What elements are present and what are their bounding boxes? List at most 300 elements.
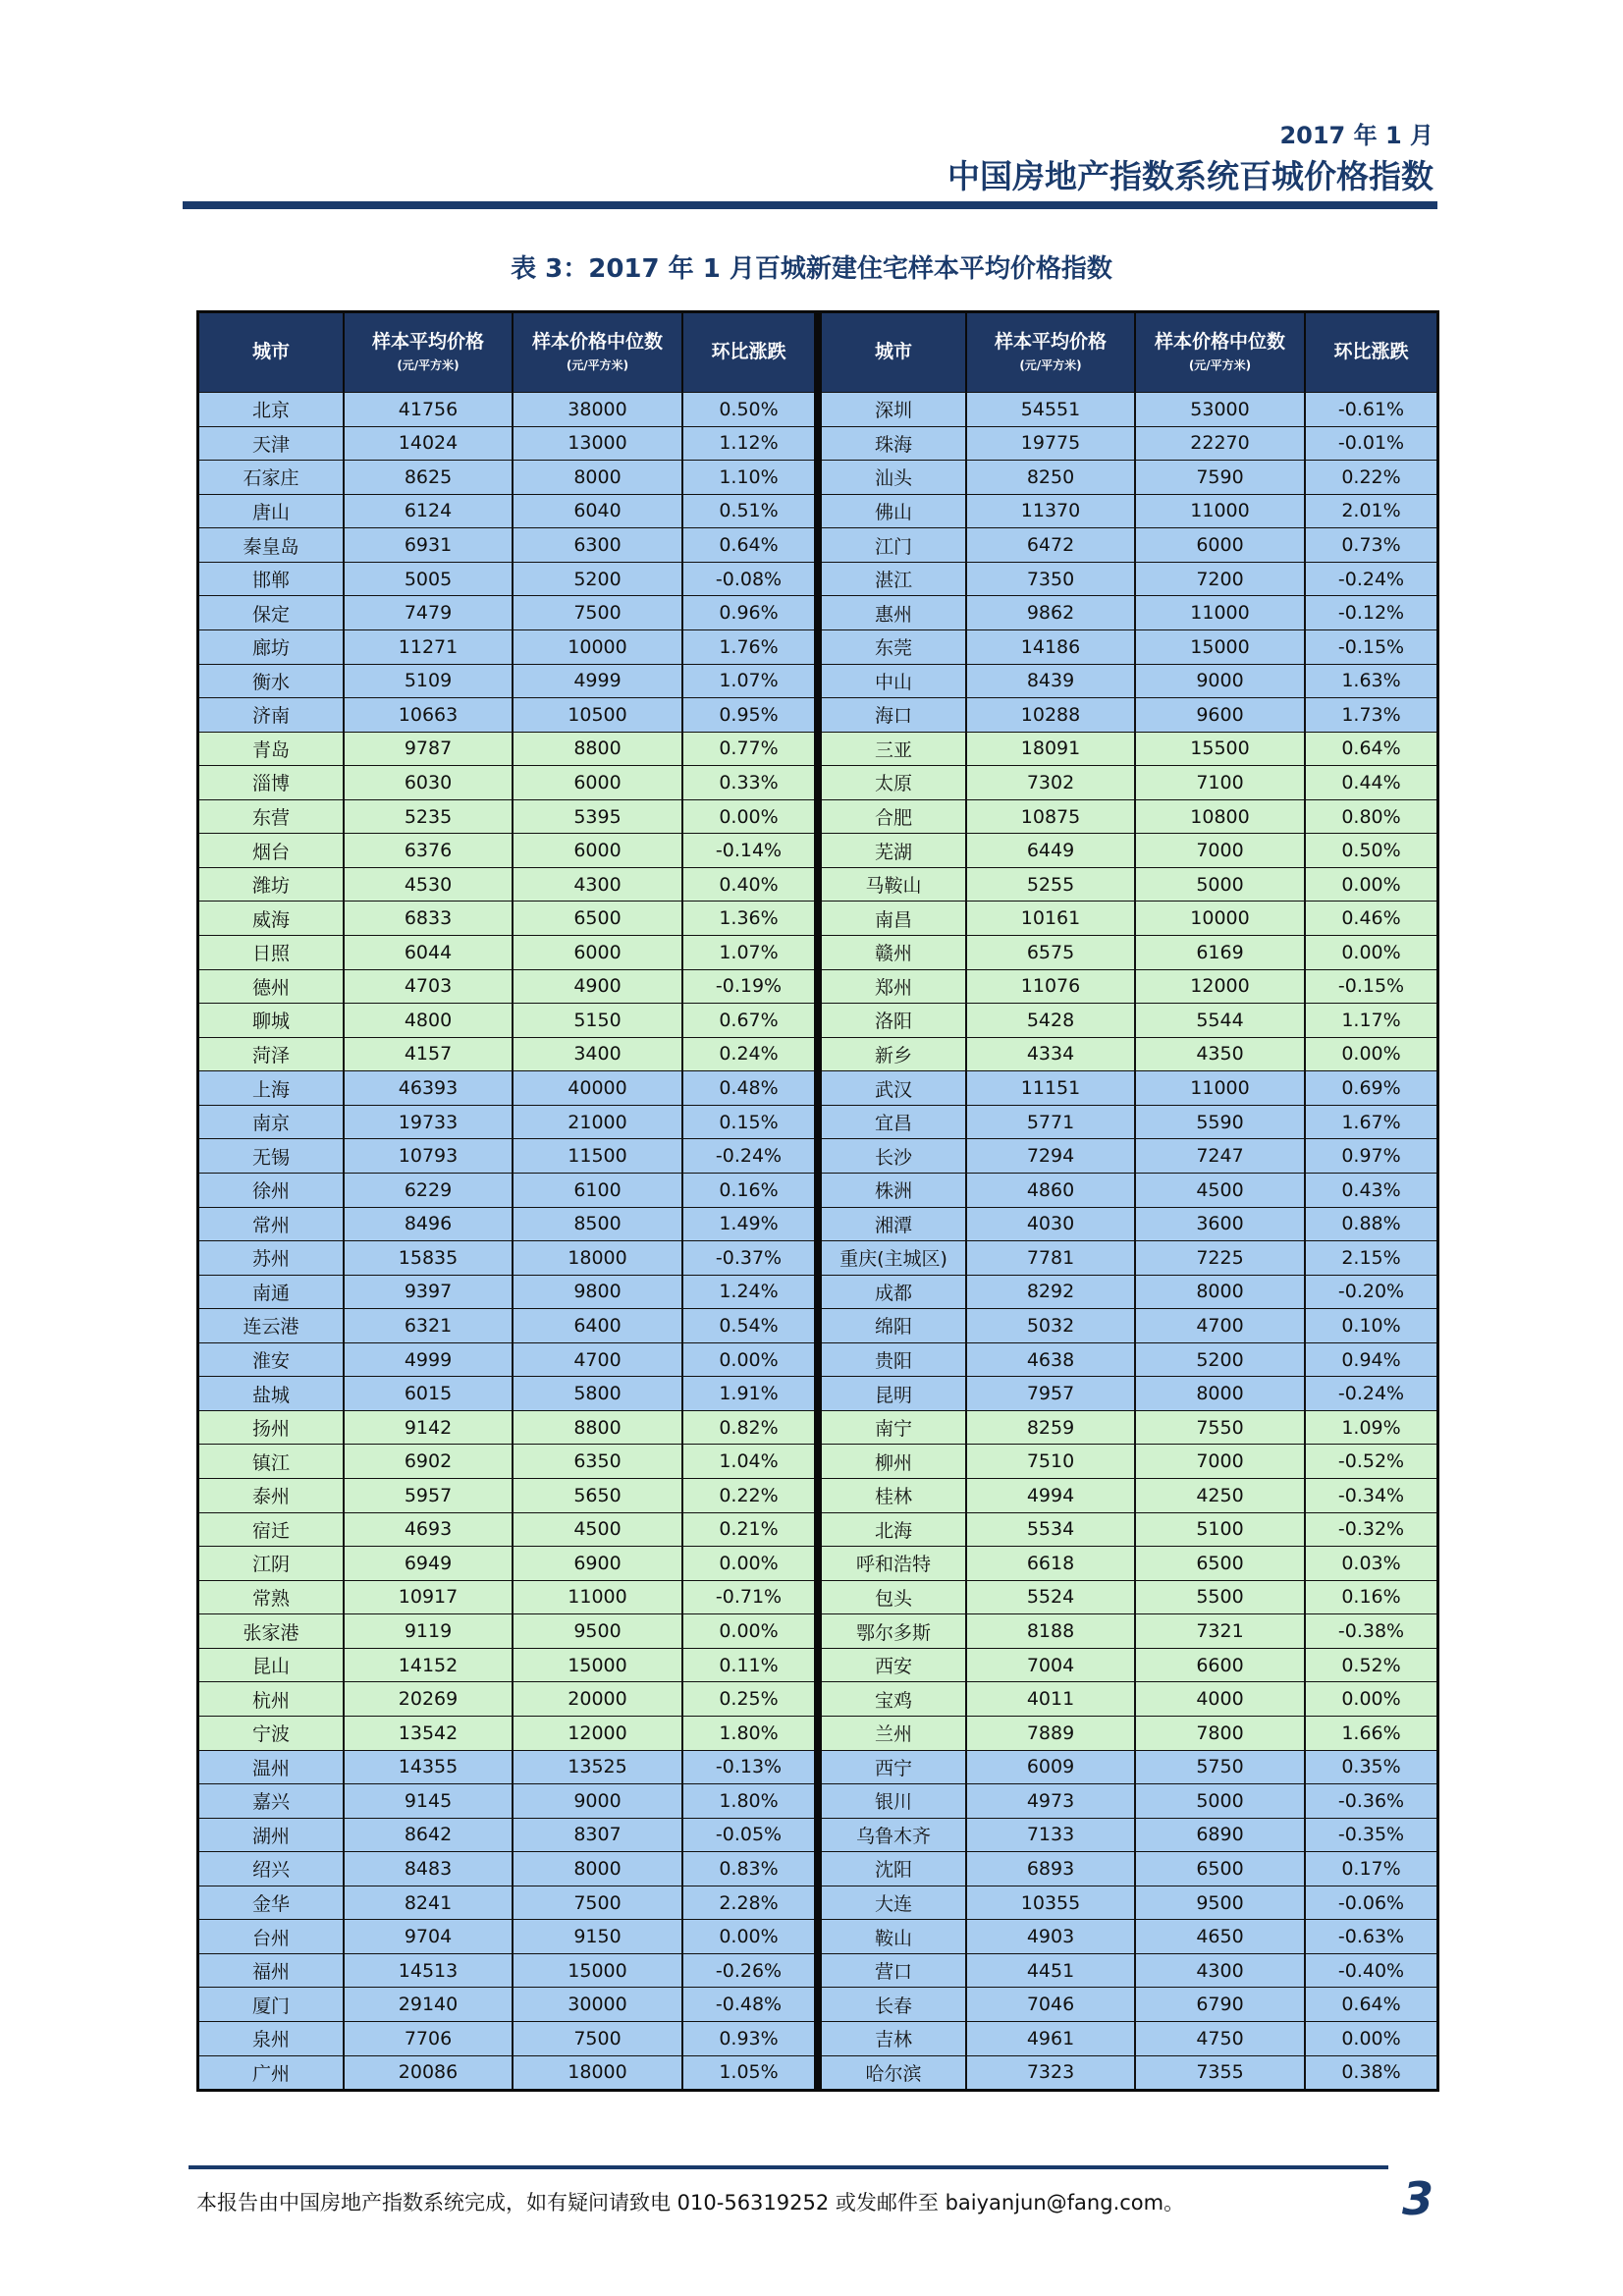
cell-avg-price: 4334 (967, 1038, 1136, 1071)
cell-avg-price: 8250 (967, 461, 1136, 494)
cell-mom-change: -0.37% (715, 1246, 783, 1269)
cell-median-price: 8000 (514, 461, 683, 494)
cell-avg-price: 6044 (345, 936, 514, 969)
cell-mom-change: 0.00% (719, 1926, 779, 1948)
cell-mom-change: 0.88% (1341, 1213, 1401, 1235)
cell-mom-change: 0.80% (1341, 805, 1401, 828)
cell-mom-change: 0.00% (1341, 941, 1401, 963)
cell-median-price: 7500 (514, 596, 683, 629)
cell-median-price: 6000 (1136, 528, 1306, 562)
cell-median-price: 8800 (514, 1411, 683, 1445)
cell-median-price: 9600 (1136, 698, 1306, 732)
table-row (822, 1308, 1436, 1342)
table-row (822, 1173, 1436, 1207)
table-row (822, 1750, 1436, 1784)
table-row (822, 1376, 1436, 1410)
cell-city: 芜湖 (822, 834, 967, 867)
cell-mom-change: -0.05% (715, 1824, 783, 1846)
cell-avg-price: 6449 (967, 834, 1136, 867)
table-row (199, 732, 814, 766)
cell-mom-change: 0.33% (719, 771, 779, 793)
cell-mom-change: -0.08% (715, 568, 783, 590)
table-row (822, 1512, 1436, 1547)
cell-median-price: 7247 (1136, 1139, 1306, 1173)
cell-mom-change: -0.40% (1337, 1959, 1405, 1982)
cell-mom-change: 1.17% (1341, 1009, 1401, 1031)
cell-median-price: 18000 (514, 2056, 683, 2090)
cell-median-price: 7550 (1136, 1411, 1306, 1445)
table-row (199, 1919, 814, 1953)
cell-median-price: 15000 (514, 1649, 683, 1682)
cell-median-price: 6350 (514, 1445, 683, 1478)
cell-median-price: 6600 (1136, 1649, 1306, 1682)
cell-avg-price: 8259 (967, 1411, 1136, 1445)
cell-city: 湛江 (822, 563, 967, 596)
cell-city: 上海 (199, 1071, 345, 1105)
cell-avg-price: 8188 (967, 1614, 1136, 1648)
cell-mom-change: 0.00% (719, 1620, 779, 1643)
cell-median-price: 9800 (514, 1276, 683, 1309)
cell-median-price: 11000 (1136, 1071, 1306, 1105)
cell-mom-change: -0.24% (715, 1145, 783, 1168)
table-row (822, 1037, 1436, 1071)
cell-city: 南昌 (822, 902, 967, 935)
cell-mom-change: 0.94% (1341, 1348, 1401, 1371)
cell-median-price: 6790 (1136, 1988, 1306, 2021)
cell-mom-change: -0.19% (715, 975, 783, 998)
cell-city: 烟台 (199, 834, 345, 867)
cell-median-price: 8800 (514, 733, 683, 766)
cell-avg-price: 9142 (345, 1411, 514, 1445)
header-divider (183, 201, 1437, 209)
cell-avg-price: 18091 (967, 733, 1136, 766)
cell-avg-price: 10161 (967, 902, 1136, 935)
table-header (822, 313, 1436, 392)
cell-median-price: 5200 (514, 563, 683, 596)
cell-avg-price: 7350 (967, 563, 1136, 596)
cell-avg-price: 4638 (967, 1343, 1136, 1377)
cell-avg-price: 6893 (967, 1852, 1136, 1886)
cell-city: 株洲 (822, 1174, 967, 1207)
cell-avg-price: 9787 (345, 733, 514, 766)
cell-city: 长春 (822, 1988, 967, 2021)
cell-avg-price: 10288 (967, 698, 1136, 732)
table-row (199, 935, 814, 969)
cell-avg-price: 4030 (967, 1208, 1136, 1241)
table-row (199, 901, 814, 935)
cell-city: 连云港 (199, 1309, 345, 1342)
cell-median-price: 11000 (1136, 495, 1306, 528)
cell-mom-change: -0.35% (1337, 1824, 1405, 1846)
cell-avg-price: 4961 (967, 2022, 1136, 2055)
cell-median-price: 6400 (514, 1309, 683, 1342)
cell-median-price: 6000 (514, 834, 683, 867)
table-row (822, 2021, 1436, 2055)
table-row (199, 426, 814, 461)
table-row (199, 2055, 814, 2090)
table-row (199, 1886, 814, 1920)
cell-median-price: 15000 (514, 1954, 683, 1988)
cell-mom-change: -0.24% (1337, 1383, 1405, 1405)
table-row (822, 1953, 1436, 1988)
table-row (199, 562, 814, 596)
cell-median-price: 4750 (1136, 2022, 1306, 2055)
cell-median-price: 11000 (1136, 596, 1306, 629)
cell-mom-change: -0.12% (1337, 602, 1405, 625)
cell-median-price: 5650 (514, 1479, 683, 1512)
cell-median-price: 4700 (514, 1343, 683, 1377)
cell-avg-price: 54551 (967, 393, 1136, 426)
table-header (199, 313, 814, 392)
cell-median-price: 6100 (514, 1174, 683, 1207)
table-row (822, 392, 1436, 426)
cell-city: 江阴 (199, 1547, 345, 1580)
cell-avg-price: 4860 (967, 1174, 1136, 1207)
cell-mom-change: -0.34% (1337, 1484, 1405, 1506)
cell-mom-change: 1.67% (1341, 1111, 1401, 1133)
table-row (199, 1783, 814, 1818)
table-row (199, 1716, 814, 1750)
table-row (199, 2021, 814, 2055)
cell-city: 宁波 (199, 1717, 345, 1750)
cell-avg-price: 7889 (967, 1717, 1136, 1750)
cell-median-price: 5750 (1136, 1751, 1306, 1784)
table-row (822, 664, 1436, 698)
cell-avg-price: 14513 (345, 1954, 514, 1988)
table-row (199, 867, 814, 902)
cell-mom-change: 0.00% (1341, 1688, 1401, 1711)
cell-mom-change: 1.80% (719, 1789, 779, 1812)
cell-median-price: 6890 (1136, 1819, 1306, 1852)
table-right-half (822, 313, 1436, 2089)
cell-city: 成都 (822, 1276, 967, 1309)
cell-city: 菏泽 (199, 1038, 345, 1071)
cell-city: 北京 (199, 393, 345, 426)
cell-city: 秦皇岛 (199, 528, 345, 562)
cell-avg-price: 6575 (967, 936, 1136, 969)
cell-mom-change: 0.03% (1341, 1552, 1401, 1574)
cell-city: 金华 (199, 1886, 345, 1920)
cell-avg-price: 14024 (345, 427, 514, 461)
cell-mom-change: 0.24% (719, 1043, 779, 1066)
cell-avg-price: 6124 (345, 495, 514, 528)
table-row (822, 494, 1436, 528)
cell-mom-change: 0.00% (719, 1348, 779, 1371)
cell-avg-price: 10917 (345, 1581, 514, 1614)
cell-city: 贵阳 (822, 1343, 967, 1377)
cell-avg-price: 5534 (967, 1513, 1136, 1547)
cell-median-price: 8000 (514, 1852, 683, 1886)
cell-median-price: 6300 (514, 528, 683, 562)
cell-avg-price: 4693 (345, 1513, 514, 1547)
cell-avg-price: 4903 (967, 1920, 1136, 1953)
cell-median-price: 7500 (514, 2022, 683, 2055)
cell-mom-change: 1.73% (1341, 703, 1401, 726)
cell-mom-change: 2.15% (1341, 1246, 1401, 1269)
cell-avg-price: 10663 (345, 698, 514, 732)
cell-median-price: 4650 (1136, 1920, 1306, 1953)
cell-avg-price: 4011 (967, 1682, 1136, 1716)
cell-avg-price: 7957 (967, 1377, 1136, 1410)
cell-avg-price: 46393 (345, 1071, 514, 1105)
table-row (199, 1512, 814, 1547)
cell-city: 汕头 (822, 461, 967, 494)
table-row (199, 1105, 814, 1139)
cell-mom-change: 0.43% (1341, 1178, 1401, 1201)
cell-mom-change: 0.97% (1341, 1145, 1401, 1168)
cell-city: 长沙 (822, 1139, 967, 1173)
cell-city: 鄂尔多斯 (822, 1614, 967, 1648)
cell-mom-change: 0.54% (719, 1314, 779, 1337)
table-row (822, 527, 1436, 562)
cell-median-price: 10500 (514, 698, 683, 732)
cell-city: 三亚 (822, 733, 967, 766)
table-row (199, 494, 814, 528)
cell-mom-change: 0.51% (719, 500, 779, 522)
cell-mom-change: 0.38% (1341, 2061, 1401, 2084)
footer-note: 本报告由中国房地产指数系统完成，如有疑问请致电 010-56319252 或发邮件至 baiyanjun@fang.com。 (196, 2191, 1185, 2214)
page-number: 3 (1402, 2172, 1434, 2225)
cell-median-price: 5590 (1136, 1106, 1306, 1139)
table-row (822, 1138, 1436, 1173)
cell-avg-price: 7706 (345, 2022, 514, 2055)
table-row (199, 1546, 814, 1580)
cell-mom-change: 0.93% (719, 2027, 779, 2050)
cell-mom-change: 1.05% (719, 2061, 779, 2084)
cell-median-price: 7225 (1136, 1241, 1306, 1275)
header-city: 城市 (199, 313, 345, 392)
cell-city: 营口 (822, 1954, 967, 1988)
cell-city: 吉林 (822, 2022, 967, 2055)
table-row (822, 1580, 1436, 1614)
cell-avg-price: 6618 (967, 1547, 1136, 1580)
cell-city: 鞍山 (822, 1920, 967, 1953)
cell-avg-price: 5957 (345, 1479, 514, 1512)
cell-city: 湘潭 (822, 1208, 967, 1241)
cell-median-price: 4500 (1136, 1174, 1306, 1207)
cell-avg-price: 6949 (345, 1547, 514, 1580)
cell-mom-change: -0.61% (1337, 398, 1405, 420)
cell-city: 海口 (822, 698, 967, 732)
cell-city: 呼和浩特 (822, 1547, 967, 1580)
table-row (199, 1207, 814, 1241)
cell-avg-price: 7133 (967, 1819, 1136, 1852)
table-row (199, 969, 814, 1004)
cell-mom-change: 0.46% (1341, 907, 1401, 930)
cell-avg-price: 5428 (967, 1004, 1136, 1037)
cell-avg-price: 5255 (967, 868, 1136, 902)
cell-mom-change: 0.48% (719, 1077, 779, 1100)
cell-mom-change: 1.76% (719, 635, 779, 658)
cell-mom-change: -0.13% (715, 1756, 783, 1778)
cell-mom-change: 0.50% (719, 398, 779, 420)
header-avg-price: 样本平均价格 (元/平方米) (345, 313, 514, 392)
cell-mom-change: 0.17% (1341, 1857, 1401, 1880)
cell-city: 沈阳 (822, 1852, 967, 1886)
cell-city: 扬州 (199, 1411, 345, 1445)
cell-mom-change: 0.44% (1341, 771, 1401, 793)
cell-city: 桂林 (822, 1479, 967, 1512)
cell-mom-change: 0.69% (1341, 1077, 1401, 1100)
table-row (822, 426, 1436, 461)
cell-city: 镇江 (199, 1445, 345, 1478)
table-row (822, 1070, 1436, 1105)
cell-city: 徐州 (199, 1174, 345, 1207)
cell-mom-change: 1.63% (1341, 670, 1401, 692)
table-row (199, 1410, 814, 1445)
cell-median-price: 4300 (514, 868, 683, 902)
cell-median-price: 7800 (1136, 1717, 1306, 1750)
cell-mom-change: 0.83% (719, 1857, 779, 1880)
table-row (822, 732, 1436, 766)
cell-city: 淄博 (199, 766, 345, 799)
cell-avg-price: 5005 (345, 563, 514, 596)
cell-median-price: 22270 (1136, 427, 1306, 461)
table-row (199, 1851, 814, 1886)
header-avg-price: 样本平均价格 (元/平方米) (967, 313, 1136, 392)
report-title: 中国房地产指数系统百城价格指数 (947, 157, 1434, 195)
cell-avg-price: 5235 (345, 800, 514, 834)
cell-mom-change: 0.67% (719, 1009, 779, 1031)
cell-city: 宜昌 (822, 1106, 967, 1139)
cell-avg-price: 29140 (345, 1988, 514, 2021)
table-row (822, 1444, 1436, 1478)
cell-median-price: 12000 (514, 1717, 683, 1750)
cell-avg-price: 9145 (345, 1784, 514, 1818)
cell-median-price: 6900 (514, 1547, 683, 1580)
cell-median-price: 5544 (1136, 1004, 1306, 1037)
table-row (199, 799, 814, 834)
table-row (822, 867, 1436, 902)
cell-city: 珠海 (822, 427, 967, 461)
cell-avg-price: 4999 (345, 1343, 514, 1377)
cell-mom-change: -0.32% (1337, 1518, 1405, 1541)
cell-avg-price: 6229 (345, 1174, 514, 1207)
cell-city: 北海 (822, 1513, 967, 1547)
table-row (199, 1444, 814, 1478)
cell-city: 保定 (199, 596, 345, 629)
cell-mom-change: -0.36% (1337, 1789, 1405, 1812)
cell-avg-price: 15835 (345, 1241, 514, 1275)
cell-avg-price: 8292 (967, 1276, 1136, 1309)
cell-city: 武汉 (822, 1071, 967, 1105)
cell-avg-price: 6030 (345, 766, 514, 799)
table-row (822, 1546, 1436, 1580)
table-row (199, 833, 814, 867)
cell-city: 哈尔滨 (822, 2056, 967, 2090)
cell-median-price: 6040 (514, 495, 683, 528)
table-row (199, 527, 814, 562)
cell-median-price: 8500 (514, 1208, 683, 1241)
table-row (199, 392, 814, 426)
cell-mom-change: -0.71% (715, 1586, 783, 1609)
cell-mom-change: 0.77% (719, 738, 779, 760)
cell-median-price: 3600 (1136, 1208, 1306, 1241)
cell-median-price: 15500 (1136, 733, 1306, 766)
table-row (822, 629, 1436, 664)
cell-city: 昆山 (199, 1649, 345, 1682)
cell-city: 西安 (822, 1649, 967, 1682)
cell-avg-price: 19733 (345, 1106, 514, 1139)
cell-median-price: 9000 (514, 1784, 683, 1818)
cell-mom-change: 2.28% (719, 1891, 779, 1914)
footer-divider (189, 2165, 1388, 2169)
cell-avg-price: 4530 (345, 868, 514, 902)
cell-median-price: 4700 (1136, 1309, 1306, 1342)
cell-city: 无锡 (199, 1139, 345, 1173)
cell-median-price: 10000 (514, 630, 683, 664)
cell-mom-change: 0.00% (1341, 1043, 1401, 1066)
cell-city: 聊城 (199, 1004, 345, 1037)
cell-median-price: 7590 (1136, 461, 1306, 494)
cell-avg-price: 7294 (967, 1139, 1136, 1173)
cell-mom-change: 1.66% (1341, 1722, 1401, 1744)
cell-city: 常熟 (199, 1581, 345, 1614)
table-row (199, 1648, 814, 1682)
cell-median-price: 13000 (514, 427, 683, 461)
cell-city: 银川 (822, 1784, 967, 1818)
table-row (822, 1003, 1436, 1037)
cell-city: 佛山 (822, 495, 967, 528)
cell-mom-change: -0.01% (1337, 432, 1405, 455)
cell-avg-price: 6321 (345, 1309, 514, 1342)
cell-median-price: 4999 (514, 665, 683, 698)
table-row (199, 1275, 814, 1309)
cell-mom-change: -0.06% (1337, 1891, 1405, 1914)
cell-mom-change: -0.26% (715, 1959, 783, 1982)
header-city: 城市 (822, 313, 967, 392)
cell-city: 青岛 (199, 733, 345, 766)
cell-avg-price: 7323 (967, 2056, 1136, 2090)
cell-median-price: 6500 (514, 902, 683, 935)
table-row (199, 1342, 814, 1377)
cell-mom-change: 1.24% (719, 1281, 779, 1303)
cell-avg-price: 13542 (345, 1717, 514, 1750)
cell-mom-change: 0.52% (1341, 1654, 1401, 1676)
table-row (822, 833, 1436, 867)
cell-city: 常州 (199, 1208, 345, 1241)
cell-mom-change: 0.16% (1341, 1586, 1401, 1609)
cell-avg-price: 5109 (345, 665, 514, 698)
cell-city: 广州 (199, 2056, 345, 2090)
cell-avg-price: 9862 (967, 596, 1136, 629)
cell-median-price: 7321 (1136, 1614, 1306, 1648)
cell-city: 嘉兴 (199, 1784, 345, 1818)
table-row (822, 1478, 1436, 1512)
cell-avg-price: 4703 (345, 970, 514, 1004)
cell-mom-change: 0.25% (719, 1688, 779, 1711)
cell-avg-price: 19775 (967, 427, 1136, 461)
cell-city: 日照 (199, 936, 345, 969)
cell-mom-change: 0.00% (1341, 873, 1401, 896)
cell-avg-price: 4800 (345, 1004, 514, 1037)
cell-mom-change: 0.22% (1341, 465, 1401, 488)
cell-median-price: 15000 (1136, 630, 1306, 664)
cell-mom-change: 0.22% (719, 1484, 779, 1506)
cell-city: 太原 (822, 766, 967, 799)
cell-city: 乌鲁木齐 (822, 1819, 967, 1852)
cell-city: 天津 (199, 427, 345, 461)
cell-city: 惠州 (822, 596, 967, 629)
cell-median-price: 38000 (514, 393, 683, 426)
cell-median-price: 30000 (514, 1988, 683, 2021)
cell-avg-price: 5032 (967, 1309, 1136, 1342)
cell-avg-price: 6833 (345, 902, 514, 935)
cell-mom-change: 0.10% (1341, 1314, 1401, 1337)
cell-city: 台州 (199, 1920, 345, 1953)
cell-mom-change: 0.96% (719, 602, 779, 625)
cell-median-price: 5100 (1136, 1513, 1306, 1547)
